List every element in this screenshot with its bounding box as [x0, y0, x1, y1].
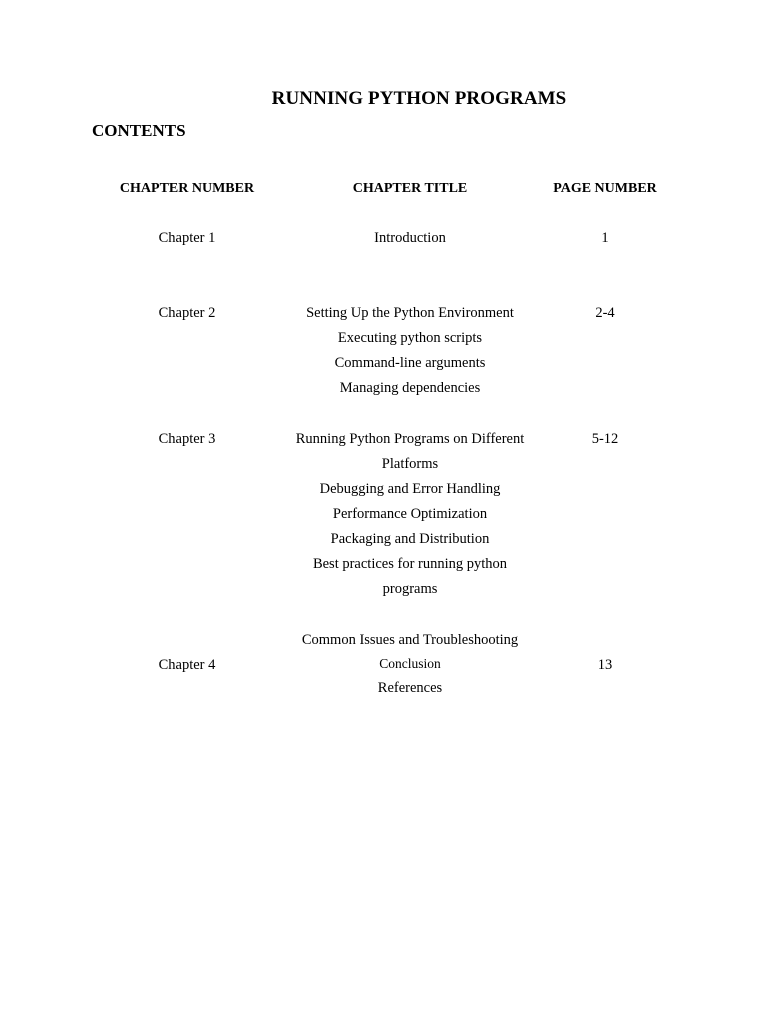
chapter-4-pages: 13	[597, 657, 613, 673]
chapter-title-line: Best practices for running python	[312, 556, 508, 572]
header-chapter-title: CHAPTER TITLE	[352, 181, 468, 196]
chapter-title-line: Performance Optimization	[332, 506, 488, 522]
contents-heading: CONTENTS	[92, 121, 186, 140]
chapter-title-line: Managing dependencies	[339, 380, 481, 396]
chapter-2-pages: 2-4	[595, 305, 615, 321]
chapter-3-pages: 5-12	[591, 431, 619, 447]
chapter-title-line: Conclusion	[379, 656, 441, 671]
chapter-title-line: programs	[382, 581, 438, 597]
chapter-title-line: Setting Up the Python Environment	[306, 305, 514, 321]
chapter-3-number: Chapter 3	[158, 431, 216, 447]
chapter-2-titles	[280, 301, 540, 401]
chapter-title-line: Common Issues and Troubleshooting	[301, 632, 519, 648]
chapter-title-line: Executing python scripts	[337, 330, 483, 346]
chapter-title-line: Running Python Programs on Different	[295, 431, 525, 447]
chapter-3-titles	[280, 427, 540, 602]
chapter-title-line: Platforms	[381, 456, 439, 472]
chapter-1-number: Chapter 1	[158, 230, 216, 246]
chapter-title-line: Packaging and Distribution	[330, 531, 490, 547]
chapter-1-pages: 1	[601, 230, 609, 246]
document-title: RUNNING PYTHON PROGRAMS	[271, 88, 567, 109]
chapter-2-number: Chapter 2	[158, 305, 216, 321]
chapter-title-line: Introduction	[374, 230, 446, 246]
chapter-1-titles	[280, 226, 540, 251]
chapter-title-line: Command-line arguments	[334, 355, 486, 371]
header-page-number: PAGE NUMBER	[553, 181, 657, 196]
chapter-title-line: References	[377, 680, 443, 696]
chapter-title-line: Debugging and Error Handling	[319, 481, 501, 497]
chapter-4-number: Chapter 4	[158, 657, 216, 673]
header-chapter-number: CHAPTER NUMBER	[119, 181, 255, 196]
chapter-4-titles	[280, 628, 540, 700]
